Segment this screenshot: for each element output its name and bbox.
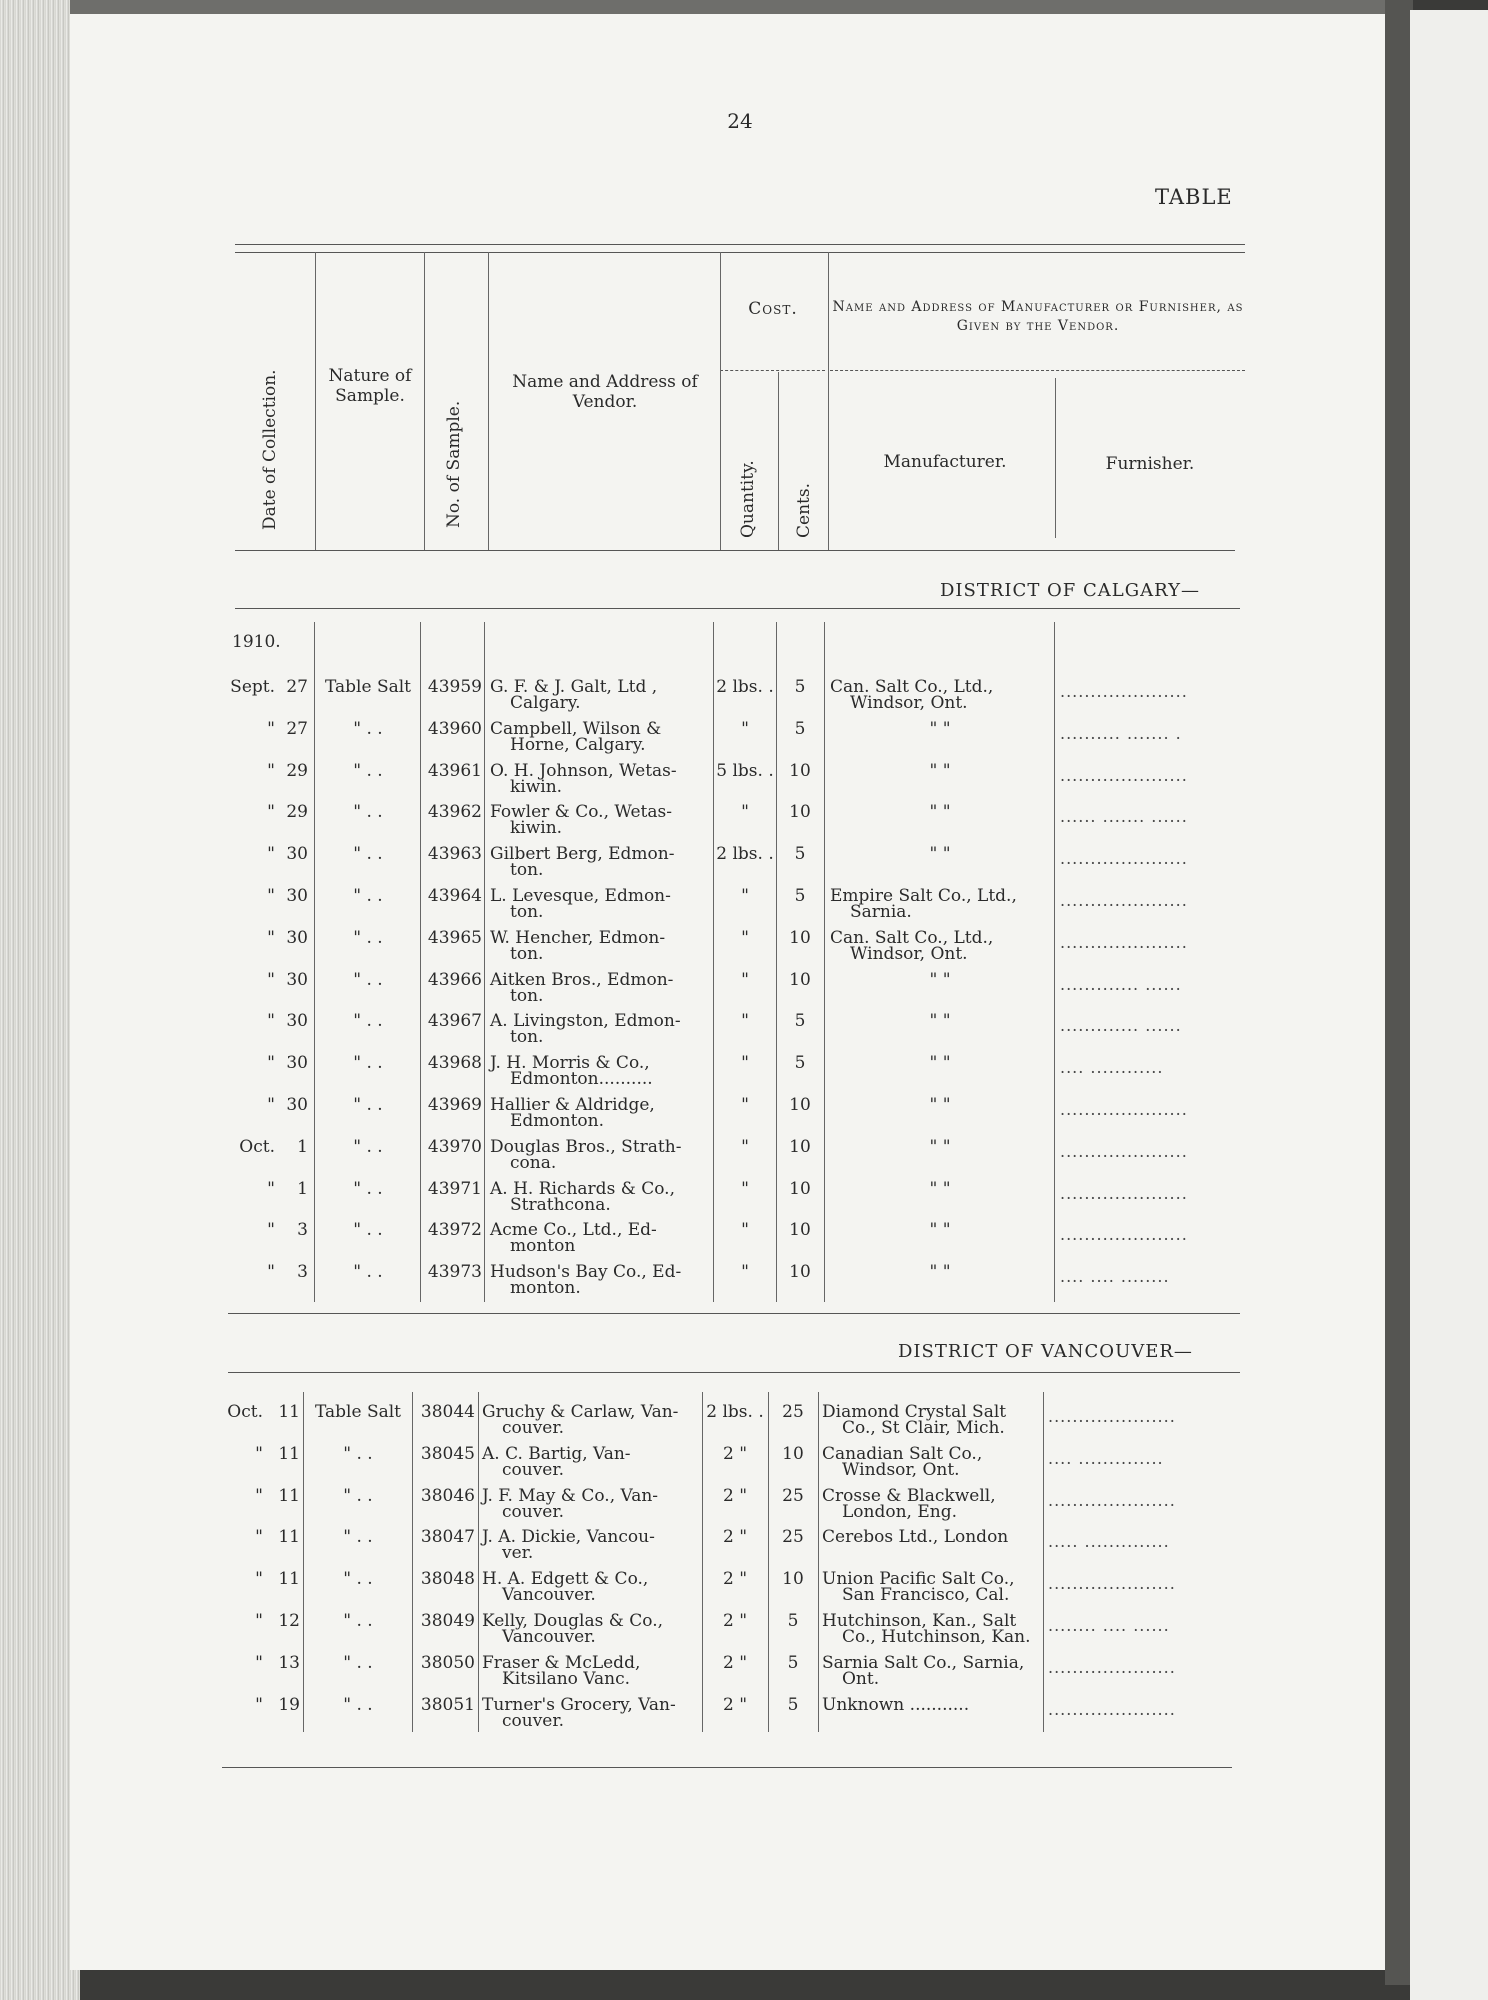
cell-day: 1 — [297, 1179, 308, 1199]
cell-furnisher-leader: ..................... — [1060, 1184, 1188, 1203]
cell-nature: " . . — [343, 1527, 373, 1547]
cell-cents: 10 — [789, 928, 811, 948]
cell-manufacturer: San Francisco, Cal. — [842, 1585, 1010, 1605]
cell-sample-number: 43968 — [427, 1053, 482, 1073]
header-divider — [488, 252, 489, 550]
cell-vendor: L. Levesque, Edmon- — [490, 886, 671, 906]
cell-cents: 5 — [794, 886, 806, 906]
cell-manufacturer: " " — [929, 761, 951, 781]
header-date: Date of Collection. — [260, 369, 280, 530]
cell-cents: 5 — [794, 1053, 806, 1073]
cell-cents: 10 — [789, 1220, 811, 1240]
cell-furnisher-leader: ..................... — [1048, 1574, 1176, 1593]
manufacturer-subrule — [830, 370, 1245, 371]
cell-manufacturer: " " — [929, 802, 951, 822]
cell-vendor: ton. — [510, 986, 544, 1006]
column-divider — [768, 1392, 769, 1732]
cell-vendor: couver. — [502, 1460, 565, 1480]
cell-manufacturer: " " — [929, 844, 951, 864]
cell-month: " — [267, 802, 275, 822]
cell-quantity: 2 " — [722, 1486, 748, 1506]
column-divider — [412, 1392, 413, 1732]
cell-vendor: ton. — [510, 902, 544, 922]
cell-month: " — [267, 1262, 275, 1282]
cell-cents: 10 — [789, 1179, 811, 1199]
cell-vendor: J. H. Morris & Co., — [490, 1053, 650, 1073]
cell-manufacturer: " " — [929, 1220, 951, 1240]
cell-vendor: A. H. Richards & Co., — [490, 1179, 675, 1199]
header-divider — [778, 372, 779, 550]
cell-vendor: monton — [510, 1236, 576, 1256]
cell-quantity: 2 lbs. . — [716, 677, 774, 697]
cell-month: " — [267, 719, 275, 739]
cell-sample-number: 43964 — [427, 886, 482, 906]
cell-sample-number: 43970 — [427, 1137, 482, 1157]
cell-vendor: Gilbert Berg, Edmon- — [490, 844, 675, 864]
cell-manufacturer: Unknown ........... — [822, 1695, 970, 1715]
cell-quantity: " — [741, 1262, 749, 1282]
cell-manufacturer: Canadian Salt Co., — [822, 1444, 983, 1464]
cell-manufacturer: Can. Salt Co., Ltd., — [830, 928, 994, 948]
cell-day: 30 — [286, 928, 308, 948]
cell-day: 30 — [286, 1053, 308, 1073]
cell-day: 11 — [278, 1527, 300, 1547]
cell-sample-number: 43962 — [427, 802, 482, 822]
cell-furnisher-leader: ..... .............. — [1048, 1532, 1170, 1551]
cell-cents: 5 — [794, 1011, 806, 1031]
cell-day: 27 — [286, 719, 308, 739]
cell-vendor: W. Hencher, Edmon- — [490, 928, 666, 948]
cell-nature: " . . — [353, 719, 383, 739]
column-divider — [1043, 1392, 1044, 1732]
cell-quantity: " — [741, 970, 749, 990]
cell-manufacturer: Co., St Clair, Mich. — [842, 1418, 1005, 1438]
cell-day: 3 — [297, 1220, 308, 1240]
cell-cents: 5 — [794, 677, 806, 697]
cell-day: 29 — [286, 761, 308, 781]
cell-cents: 10 — [789, 1137, 811, 1157]
cell-nature: " . . — [353, 1053, 383, 1073]
cell-vendor: J. F. May & Co., Van- — [482, 1486, 659, 1506]
cell-quantity: " — [741, 1179, 749, 1199]
cell-manufacturer: Sarnia Salt Co., Sarnia, — [822, 1653, 1025, 1673]
section-title-calgary: DISTRICT OF CALGARY— — [940, 580, 1200, 601]
cell-manufacturer: Sarnia. — [850, 902, 912, 922]
cell-vendor: ver. — [502, 1543, 534, 1563]
cell-vendor: Horne, Calgary. — [510, 735, 646, 755]
cell-furnisher-leader: ............. ...... — [1060, 975, 1182, 994]
cell-day: 30 — [286, 1011, 308, 1031]
cell-vendor: Hudson's Bay Co., Ed- — [490, 1262, 682, 1282]
column-divider — [702, 1392, 703, 1732]
column-divider — [713, 622, 714, 1302]
cell-day: 19 — [278, 1695, 300, 1715]
cell-furnisher-leader: ........ .... ...... — [1048, 1616, 1170, 1635]
cell-vendor: Vancouver. — [502, 1627, 596, 1647]
cell-day: 11 — [278, 1444, 300, 1464]
cell-nature: " . . — [343, 1695, 373, 1715]
cell-manufacturer: London, Eng. — [842, 1502, 957, 1522]
cell-cents: 10 — [789, 970, 811, 990]
cell-nature: Table Salt — [315, 1402, 401, 1422]
table-end-rule — [222, 1767, 1232, 1768]
cell-month: " — [267, 761, 275, 781]
cell-vendor: couver. — [502, 1418, 565, 1438]
cell-month: " — [255, 1611, 263, 1631]
cell-quantity: " — [741, 886, 749, 906]
column-divider — [420, 622, 421, 1302]
cell-vendor: O. H. Johnson, Wetas- — [490, 761, 677, 781]
cell-cents: 5 — [794, 719, 806, 739]
cell-manufacturer: Crosse & Blackwell, — [822, 1486, 996, 1506]
cell-month: Sept. — [230, 677, 275, 697]
cell-quantity: 2 " — [722, 1527, 748, 1547]
cell-vendor: ton. — [510, 860, 544, 880]
cell-manufacturer: Hutchinson, Kan., Salt — [822, 1611, 1017, 1631]
cell-month: " — [267, 1053, 275, 1073]
cell-furnisher-leader: ...... ....... ...... — [1060, 807, 1188, 826]
cell-month: Oct. — [239, 1137, 275, 1157]
cell-manufacturer: Cerebos Ltd., London — [822, 1527, 1009, 1547]
cell-nature: " . . — [353, 1137, 383, 1157]
cell-furnisher-leader: ..................... — [1060, 682, 1188, 701]
header-nature: Nature of Sample. — [328, 366, 412, 406]
header-divider — [720, 252, 721, 550]
cell-month: " — [255, 1695, 263, 1715]
cell-nature: " . . — [353, 1262, 383, 1282]
cell-vendor: Strathcona. — [510, 1195, 611, 1215]
cell-nature: " . . — [353, 1095, 383, 1115]
cell-quantity: " — [741, 1095, 749, 1115]
header-manufacturer: Manufacturer. — [883, 452, 1007, 472]
cell-vendor: Douglas Bros., Strath- — [490, 1137, 682, 1157]
cell-nature: " . . — [353, 802, 383, 822]
cell-quantity: " — [741, 1011, 749, 1031]
cell-vendor: couver. — [502, 1711, 565, 1731]
scan-top-border — [70, 0, 1410, 14]
cell-day: 11 — [278, 1569, 300, 1589]
cell-sample-number: 43963 — [427, 844, 482, 864]
section-rule — [235, 608, 1240, 609]
section-rule — [228, 1372, 1240, 1373]
cell-nature: " . . — [353, 1011, 383, 1031]
column-divider — [478, 1392, 479, 1732]
cell-quantity: " — [741, 928, 749, 948]
cell-sample-number: 43971 — [427, 1179, 482, 1199]
cell-vendor: Kelly, Douglas & Co., — [482, 1611, 664, 1631]
cell-nature: " . . — [353, 970, 383, 990]
cell-cents: 25 — [782, 1527, 804, 1547]
cell-nature: " . . — [353, 886, 383, 906]
cell-manufacturer: Union Pacific Salt Co., — [822, 1569, 1015, 1589]
cell-month: " — [255, 1569, 263, 1589]
cell-nature: " . . — [343, 1653, 373, 1673]
cell-cents: 10 — [782, 1444, 804, 1464]
cell-vendor: Hallier & Aldridge, — [490, 1095, 655, 1115]
cell-vendor: Turner's Grocery, Van- — [482, 1695, 676, 1715]
section-end-rule — [228, 1313, 1240, 1314]
cell-quantity: 2 " — [722, 1653, 748, 1673]
cell-sample-number: 43967 — [427, 1011, 482, 1031]
cost-subrule — [720, 370, 825, 371]
cell-nature: " . . — [343, 1611, 373, 1631]
cell-month: " — [255, 1444, 263, 1464]
cell-sample-number: 38046 — [420, 1486, 475, 1506]
book-gutter — [1385, 0, 1413, 1985]
cell-month: " — [267, 1095, 275, 1115]
cell-cents: 5 — [787, 1611, 799, 1631]
cell-sample-number: 38048 — [420, 1569, 475, 1589]
cell-manufacturer: " " — [929, 1262, 951, 1282]
cell-sample-number: 43969 — [427, 1095, 482, 1115]
cell-quantity: 2 " — [722, 1695, 748, 1715]
cell-day: 27 — [286, 677, 308, 697]
cell-manufacturer: " " — [929, 719, 951, 739]
facing-page — [1410, 10, 1488, 2000]
header-bottom-rule — [235, 550, 1235, 551]
cell-cents: 10 — [789, 761, 811, 781]
cell-quantity: 2 lbs. . — [716, 844, 774, 864]
cell-nature: " . . — [353, 761, 383, 781]
cell-furnisher-leader: ............. ...... — [1060, 1016, 1182, 1035]
cell-month: " — [267, 928, 275, 948]
cell-manufacturer: " " — [929, 970, 951, 990]
cell-month: " — [267, 886, 275, 906]
cell-vendor: Campbell, Wilson & — [490, 719, 662, 739]
cell-quantity: 2 " — [722, 1611, 748, 1631]
cell-day: 11 — [278, 1486, 300, 1506]
cell-quantity: 5 lbs. . — [716, 761, 774, 781]
cell-furnisher-leader: .... .............. — [1048, 1449, 1164, 1468]
cell-day: 30 — [286, 886, 308, 906]
header-divider — [1055, 378, 1056, 538]
column-divider — [824, 622, 825, 1302]
cell-sample-number: 43966 — [427, 970, 482, 990]
column-divider — [303, 1392, 304, 1732]
cell-cents: 25 — [782, 1486, 804, 1506]
cell-furnisher-leader: ..................... — [1060, 849, 1188, 868]
cell-cents: 10 — [789, 1095, 811, 1115]
header-furnisher: Furnisher. — [1105, 454, 1195, 474]
page-number: 24 — [727, 109, 753, 133]
cell-vendor: ton. — [510, 1027, 544, 1047]
cell-furnisher-leader: ..................... — [1048, 1491, 1176, 1510]
cell-furnisher-leader: ..................... — [1060, 1225, 1188, 1244]
cell-sample-number: 43972 — [427, 1220, 482, 1240]
cell-quantity: 2 " — [722, 1444, 748, 1464]
cell-furnisher-leader: ..................... — [1048, 1700, 1176, 1719]
cell-nature: " . . — [353, 1220, 383, 1240]
cell-nature: " . . — [343, 1569, 373, 1589]
cell-day: 30 — [286, 844, 308, 864]
cell-manufacturer: Windsor, Ont. — [850, 944, 968, 964]
table-label: TABLE — [1155, 185, 1233, 209]
cell-vendor: monton. — [510, 1278, 581, 1298]
cell-furnisher-leader: ..................... — [1048, 1658, 1176, 1677]
cell-cents: 10 — [789, 802, 811, 822]
cell-sample-number: 43961 — [427, 761, 482, 781]
cell-vendor: Kitsilano Vanc. — [502, 1669, 631, 1689]
cell-manufacturer: Windsor, Ont. — [842, 1460, 960, 1480]
cell-cents: 5 — [787, 1653, 799, 1673]
book-page-edges — [0, 0, 80, 2000]
cell-vendor: A. Livingston, Edmon- — [490, 1011, 681, 1031]
cell-manufacturer: " " — [929, 1179, 951, 1199]
cell-sample-number: 38047 — [420, 1527, 475, 1547]
cell-month: Oct. — [227, 1402, 263, 1422]
cell-quantity: 2 lbs. . — [706, 1402, 764, 1422]
cell-quantity: " — [741, 1137, 749, 1157]
cell-furnisher-leader: ..................... — [1060, 1142, 1188, 1161]
header-manufacturer-group: Name and Address of Manufacturer or Furnisher, as Given by the Vendor. — [832, 299, 1244, 334]
header-divider — [424, 252, 425, 550]
cell-nature: " . . — [343, 1486, 373, 1506]
cell-day: 11 — [278, 1402, 300, 1422]
cell-day: 12 — [278, 1611, 300, 1631]
cell-cents: 10 — [789, 1262, 811, 1282]
cell-vendor: Acme Co., Ltd., Ed- — [490, 1220, 657, 1240]
cell-day: 3 — [297, 1262, 308, 1282]
cell-sample-number: 43965 — [427, 928, 482, 948]
cell-quantity: " — [741, 719, 749, 739]
cell-manufacturer: " " — [929, 1011, 951, 1031]
cell-furnisher-leader: ..................... — [1048, 1407, 1176, 1426]
header-cost: Cost. — [748, 299, 798, 319]
header-top-rule-2 — [235, 252, 1245, 253]
cell-day: 29 — [286, 802, 308, 822]
cell-manufacturer: " " — [929, 1095, 951, 1115]
cell-vendor: kiwin. — [510, 818, 563, 838]
cell-furnisher-leader: .... ............ — [1060, 1058, 1164, 1077]
column-divider — [818, 1392, 819, 1732]
cell-sample-number: 38049 — [420, 1611, 475, 1631]
cell-furnisher-leader: ..................... — [1060, 1100, 1188, 1119]
header-quantity: Quantity. — [738, 460, 758, 538]
header-vendor: Name and Address of Vendor. — [512, 372, 698, 412]
cell-manufacturer: Windsor, Ont. — [850, 693, 968, 713]
cell-manufacturer: " " — [929, 1137, 951, 1157]
cell-vendor: Edmonton. — [510, 1111, 605, 1131]
cell-quantity: 2 " — [722, 1569, 748, 1589]
cell-quantity: " — [741, 802, 749, 822]
cell-vendor: cona. — [510, 1153, 557, 1173]
cell-vendor: A. C. Bartig, Van- — [482, 1444, 631, 1464]
cell-day: 13 — [278, 1653, 300, 1673]
cell-furnisher-leader: ..................... — [1060, 766, 1188, 785]
cell-vendor: H. A. Edgett & Co., — [482, 1569, 649, 1589]
cell-vendor: Fraser & McLedd, — [482, 1653, 641, 1673]
cell-month: " — [267, 844, 275, 864]
cell-month: " — [267, 1179, 275, 1199]
column-divider — [484, 622, 485, 1302]
cell-vendor: Vancouver. — [502, 1585, 596, 1605]
cell-manufacturer: " " — [929, 1053, 951, 1073]
cell-vendor: Fowler & Co., Wetas- — [490, 802, 672, 822]
header-divider — [828, 252, 829, 550]
header-number: No. of Sample. — [444, 400, 464, 528]
column-divider — [314, 622, 315, 1302]
cell-month: " — [267, 970, 275, 990]
cell-nature: Table Salt — [325, 677, 411, 697]
cell-nature: " . . — [343, 1444, 373, 1464]
cell-nature: " . . — [353, 1179, 383, 1199]
cell-manufacturer: Ont. — [842, 1669, 880, 1689]
cell-manufacturer: Diamond Crystal Salt — [822, 1402, 1007, 1422]
cell-sample-number: 38050 — [420, 1653, 475, 1673]
cell-cents: 25 — [782, 1402, 804, 1422]
header-divider — [315, 252, 316, 550]
cell-furnisher-leader: .... .... ........ — [1060, 1267, 1170, 1286]
cell-day: 30 — [286, 970, 308, 990]
cell-nature: " . . — [353, 844, 383, 864]
section-title-vancouver: DISTRICT OF VANCOUVER— — [898, 1341, 1193, 1362]
cell-vendor: G. F. & J. Galt, Ltd , — [490, 677, 658, 697]
cell-vendor: kiwin. — [510, 777, 563, 797]
cell-vendor: Aitken Bros., Edmon- — [490, 970, 674, 990]
cell-cents: 5 — [794, 844, 806, 864]
cell-vendor: ton. — [510, 944, 544, 964]
column-divider — [1054, 622, 1055, 1302]
cell-sample-number: 38051 — [420, 1695, 475, 1715]
cell-month: " — [267, 1220, 275, 1240]
cell-vendor: Calgary. — [510, 693, 581, 713]
cell-nature: " . . — [353, 928, 383, 948]
cell-month: " — [255, 1653, 263, 1673]
cell-manufacturer: Co., Hutchinson, Kan. — [842, 1627, 1031, 1647]
cell-sample-number: 43960 — [427, 719, 482, 739]
column-divider — [776, 622, 777, 1302]
cell-furnisher-leader: ..................... — [1060, 891, 1188, 910]
cell-manufacturer: Can. Salt Co., Ltd., — [830, 677, 994, 697]
cell-vendor: Gruchy & Carlaw, Van- — [482, 1402, 679, 1422]
cell-quantity: " — [741, 1220, 749, 1240]
header-cents: Cents. — [794, 483, 814, 538]
cell-furnisher-leader: ..................... — [1060, 933, 1188, 952]
cell-cents: 10 — [782, 1569, 804, 1589]
cell-manufacturer: Empire Salt Co., Ltd., — [830, 886, 1017, 906]
cell-vendor: couver. — [502, 1502, 565, 1522]
cell-sample-number: 43973 — [427, 1262, 482, 1282]
cell-furnisher-leader: .......... ....... . — [1060, 724, 1182, 743]
cell-month: " — [255, 1486, 263, 1506]
cell-day: 1 — [297, 1137, 308, 1157]
cell-month: " — [267, 1011, 275, 1031]
cell-sample-number: 38044 — [420, 1402, 475, 1422]
cell-vendor: J. A. Dickie, Vancou- — [482, 1527, 655, 1547]
cell-quantity: " — [741, 1053, 749, 1073]
cell-sample-number: 43959 — [427, 677, 482, 697]
cell-sample-number: 38045 — [420, 1444, 475, 1464]
header-top-rule — [235, 244, 1245, 245]
cell-day: 30 — [286, 1095, 308, 1115]
cell-cents: 5 — [787, 1695, 799, 1715]
cell-month: " — [255, 1527, 263, 1547]
year-label: 1910. — [232, 632, 281, 652]
cell-vendor: Edmonton.......... — [510, 1069, 653, 1089]
